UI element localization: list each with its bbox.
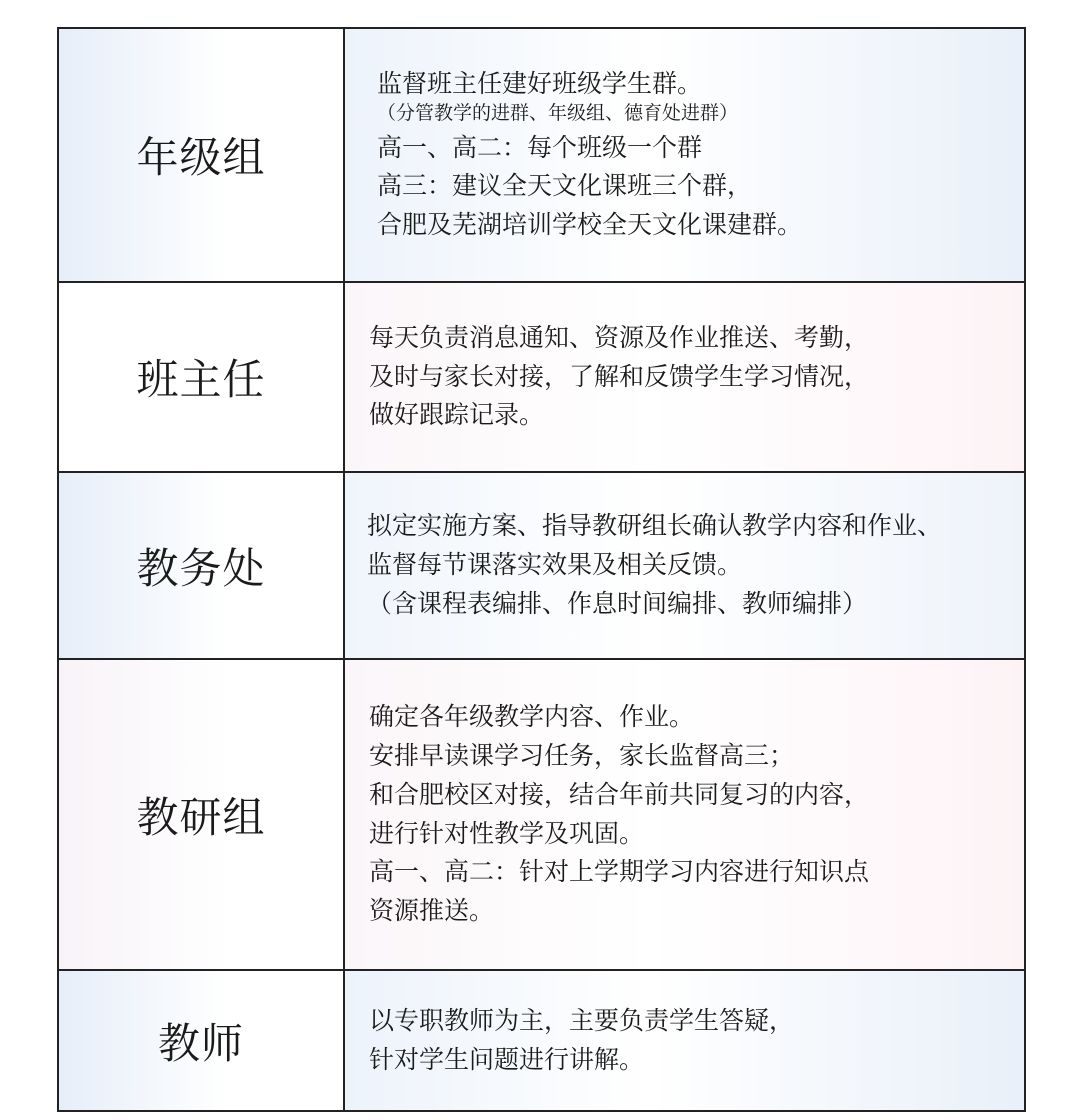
role-label: 教研组 xyxy=(136,792,266,842)
role-label: 教师 xyxy=(157,1018,244,1068)
desc-line: 资源推送。 xyxy=(369,896,495,925)
desc-line: 以专职教师为主，主要负责学生答疑， xyxy=(369,1005,795,1035)
role-cell-teaching-research xyxy=(59,660,343,969)
desc-line: 和合肥校区对接，结合年前共同复习的内容， xyxy=(369,779,870,809)
desc-line: （分管教学的进群、年级组、德育处进群） xyxy=(377,101,739,124)
desc-cell-teacher xyxy=(345,971,1024,1110)
role-label: 班主任 xyxy=(136,355,266,404)
desc-line: 监督班主任建好班级学生群。 xyxy=(377,69,703,99)
desc-line: 高一、高二：每个班级一个群 xyxy=(377,132,703,162)
role-cell-grade-group xyxy=(59,29,343,281)
desc-line: 拟定实施方案、指导教研组长确认教学内容和作业、 xyxy=(367,511,943,541)
desc-line: 针对学生问题进行讲解。 xyxy=(369,1044,645,1074)
desc-line: 及时与家长对接，了解和反馈学生学习情况， xyxy=(369,361,870,391)
responsibility-table xyxy=(57,27,1026,1112)
desc-line: 高一、高二：针对上学期学习内容进行知识点 xyxy=(369,857,870,887)
role-cell-academic-affairs xyxy=(59,473,343,658)
desc-line: 高三：建议全天文化课班三个群， xyxy=(377,171,753,201)
role-label: 教务处 xyxy=(136,543,266,593)
desc-cell-teaching-research xyxy=(345,660,1024,969)
desc-line: 监督每节课落实效果及相关反馈。 xyxy=(367,550,743,580)
desc-cell-academic-affairs xyxy=(345,473,1024,658)
desc-line: 确定各年级教学内容、作业。 xyxy=(369,702,695,732)
desc-cell-head-teacher xyxy=(345,283,1024,471)
desc-line: （含课程表编排、作息时间编排、教师编排） xyxy=(367,588,868,618)
desc-line: 做好跟踪记录。 xyxy=(369,400,545,430)
role-label: 年级组 xyxy=(136,133,266,182)
desc-cell-grade-group xyxy=(345,29,1024,281)
role-cell-teacher xyxy=(59,971,343,1110)
desc-line: 进行针对性教学及巩固。 xyxy=(369,818,645,848)
desc-line: 安排早读课学习任务，家长监督高三； xyxy=(369,741,795,770)
desc-line: 合肥及芜湖培训学校全天文化课建群。 xyxy=(377,210,803,240)
role-cell-head-teacher xyxy=(59,283,343,471)
desc-line: 每天负责消息通知、资源及作业推送、考勤， xyxy=(369,322,870,352)
column-divider xyxy=(343,29,345,1110)
